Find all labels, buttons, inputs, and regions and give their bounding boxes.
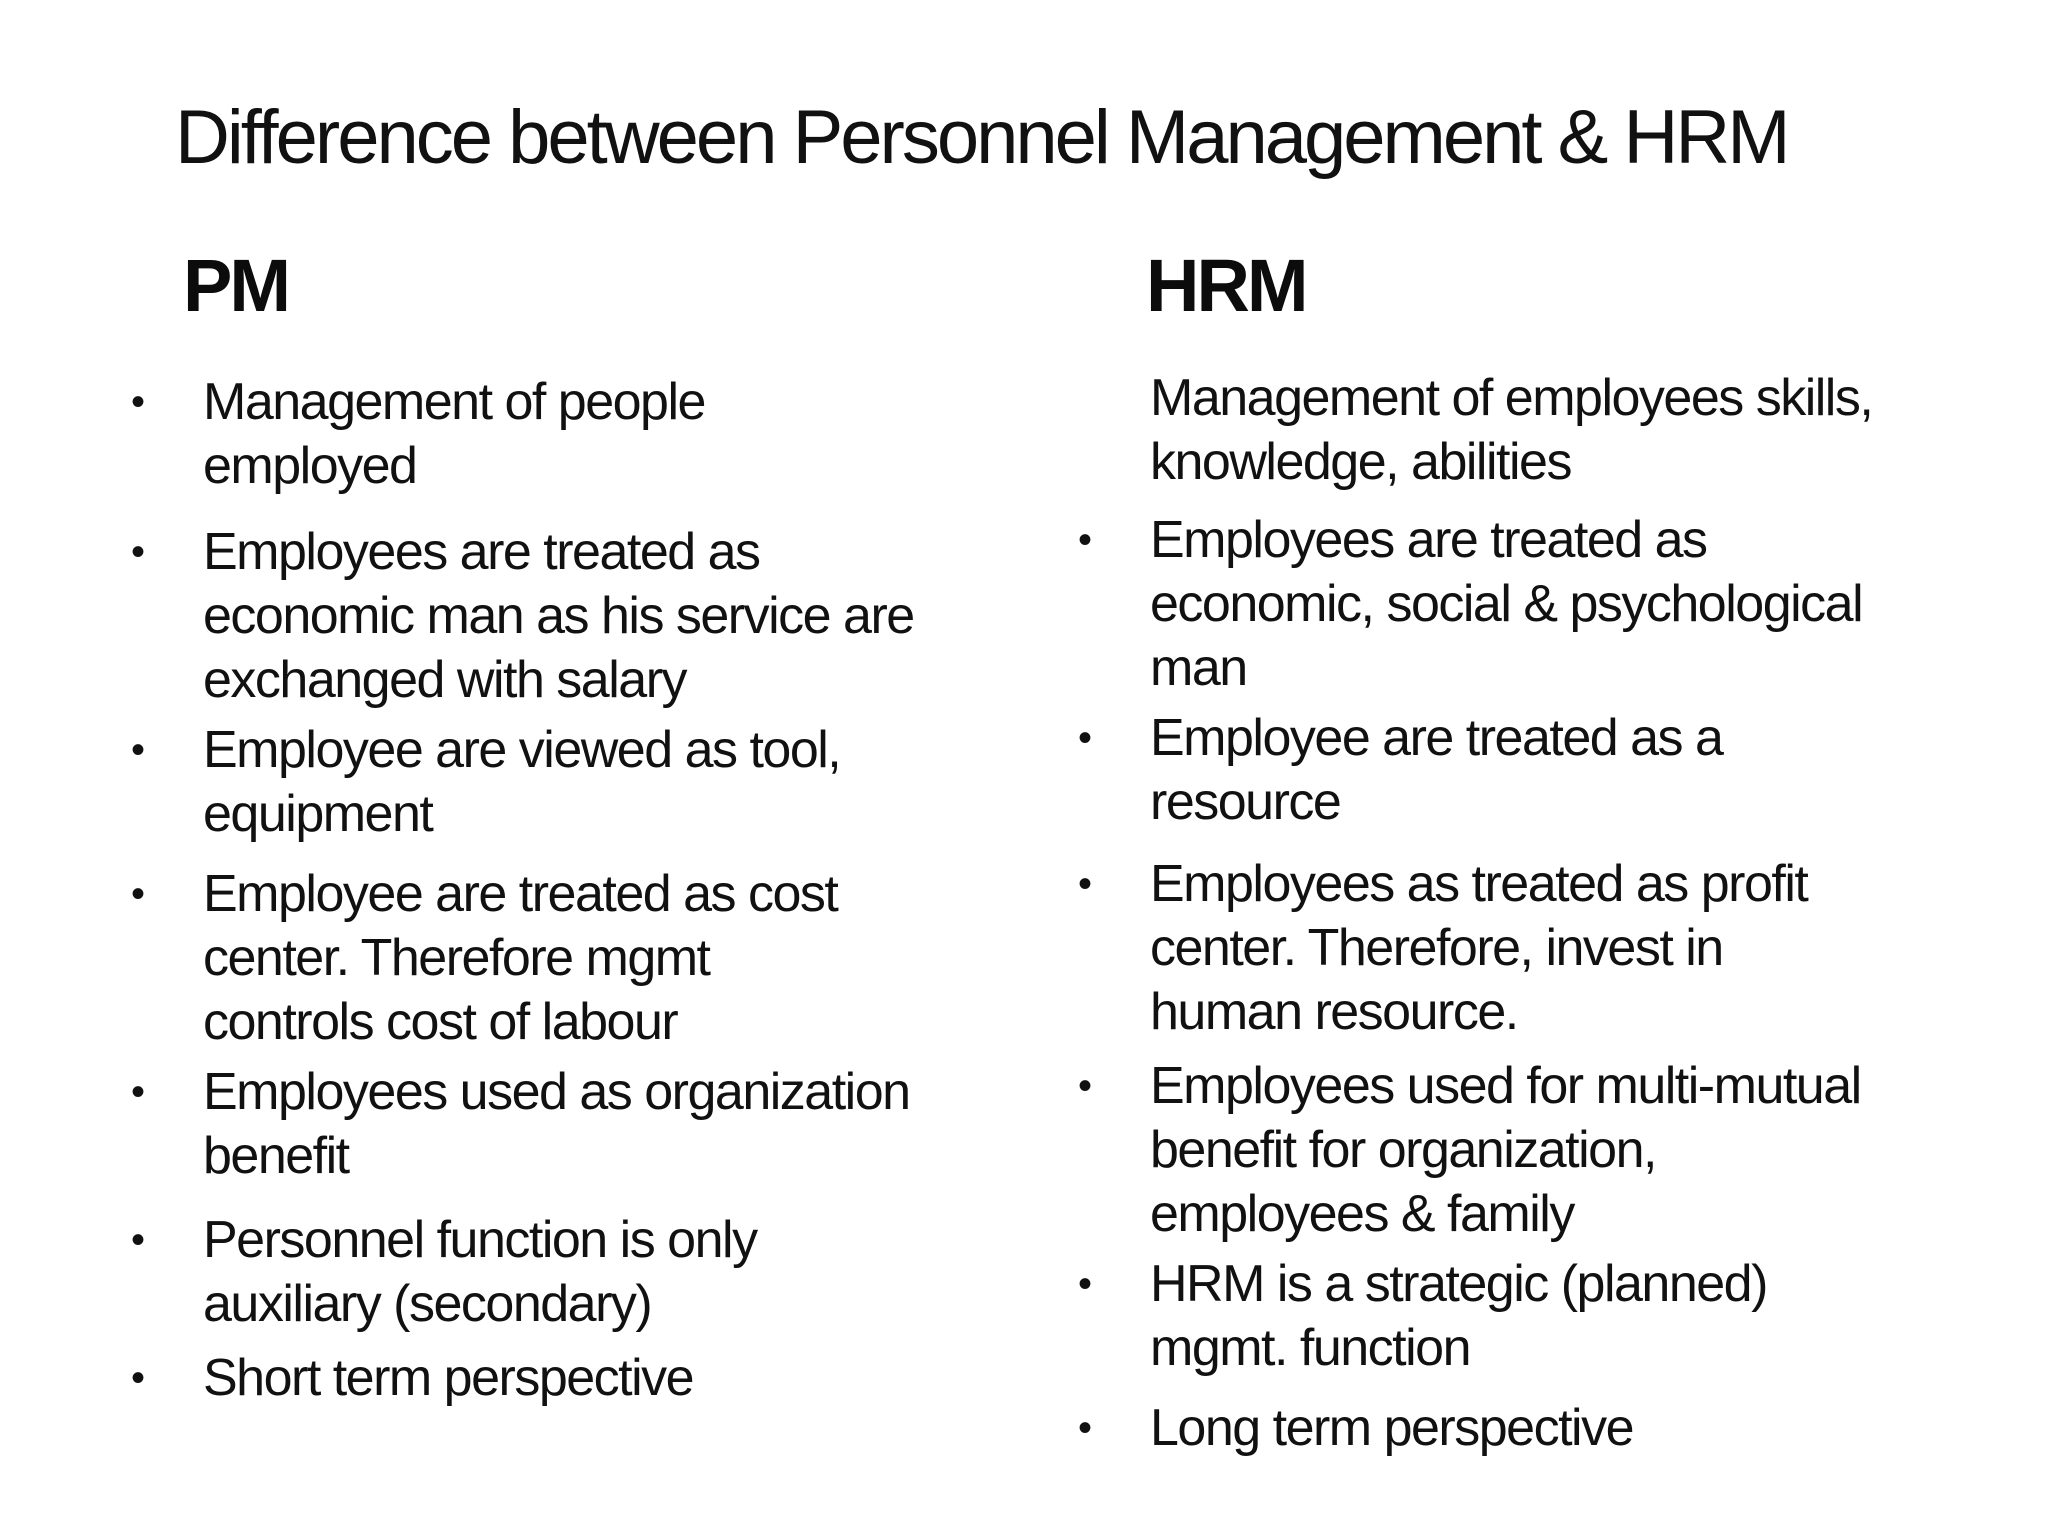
pm-item-line: Management of people: [203, 373, 705, 431]
hrm-item: [1078, 1396, 1633, 1460]
pm-heading: PM: [183, 244, 288, 327]
hrm-item-line: Employees are treated as: [1150, 511, 1707, 569]
hrm-item-line: Management of employees skills,: [1150, 369, 1873, 427]
pm-item-line: Employee are viewed as tool,: [203, 721, 841, 779]
pm-item-line: exchanged with salary: [203, 651, 687, 709]
pm-item: [131, 718, 841, 846]
pm-item-line: controls cost of labour: [203, 993, 678, 1051]
bullet-icon: •: [131, 530, 146, 574]
hrm-item-line: mgmt. function: [1150, 1319, 1471, 1377]
pm-item: [131, 862, 838, 1054]
bullet-icon: •: [131, 1070, 146, 1114]
pm-item: [131, 1208, 757, 1336]
hrm-item: [1078, 1054, 1861, 1246]
pm-item: [131, 1346, 694, 1410]
hrm-item-line: economic, social & psychological: [1150, 575, 1863, 633]
pm-item: [131, 520, 914, 712]
pm-item-line: benefit: [203, 1127, 349, 1185]
hrm-item-line: center. Therefore, invest in: [1150, 919, 1723, 977]
bullet-icon: •: [131, 380, 146, 424]
pm-item-line: Employees used as organization: [203, 1063, 910, 1121]
pm-item-line: equipment: [203, 785, 433, 843]
bullet-icon: •: [1078, 1406, 1093, 1450]
hrm-item: [1078, 706, 1723, 834]
hrm-item-line: Employees used for multi-mutual: [1150, 1057, 1861, 1115]
pm-item-line: auxiliary (secondary): [203, 1275, 652, 1333]
slide-title: Difference between Personnel Management & HRM: [175, 95, 1788, 180]
bullet-icon: •: [131, 1218, 146, 1262]
bullet-icon: •: [131, 872, 146, 916]
pm-item: [131, 370, 705, 498]
hrm-item-line: benefit for organization,: [1150, 1121, 1656, 1179]
pm-item-line: Employee are treated as cost: [203, 865, 838, 923]
hrm-item-line: Employees as treated as profit: [1150, 855, 1808, 913]
pm-item-line: economic man as his service are: [203, 587, 914, 645]
hrm-item: [1078, 1252, 1767, 1380]
hrm-item: [1150, 366, 1872, 494]
bullet-icon: •: [1078, 716, 1093, 760]
bullet-icon: •: [1078, 518, 1093, 562]
pm-item: [131, 1060, 910, 1188]
hrm-item: [1078, 508, 1863, 700]
hrm-item-line: resource: [1150, 773, 1341, 831]
bullet-icon: •: [131, 728, 146, 772]
hrm-item-line: employees & family: [1150, 1185, 1574, 1243]
hrm-item-line: man: [1150, 639, 1247, 697]
pm-item-line: employed: [203, 437, 417, 495]
pm-item-line: center. Therefore mgmt: [203, 929, 710, 987]
pm-item-line: Employees are treated as: [203, 523, 760, 581]
hrm-item-line: knowledge, abilities: [1150, 433, 1571, 491]
hrm-item-line: Employee are treated as a: [1150, 709, 1723, 767]
hrm-item-line: Long term perspective: [1150, 1399, 1633, 1457]
pm-item-line: Personnel function is only: [203, 1211, 757, 1269]
hrm-item-line: HRM is a strategic (planned): [1150, 1255, 1767, 1313]
bullet-icon: •: [1078, 862, 1093, 906]
hrm-heading: HRM: [1146, 244, 1306, 327]
pm-item-line: Short term perspective: [203, 1349, 694, 1407]
bullet-icon: •: [131, 1356, 146, 1400]
hrm-item: [1078, 852, 1808, 1044]
bullet-icon: •: [1078, 1262, 1093, 1306]
bullet-icon: •: [1078, 1064, 1093, 1108]
hrm-item-line: human resource.: [1150, 983, 1518, 1041]
